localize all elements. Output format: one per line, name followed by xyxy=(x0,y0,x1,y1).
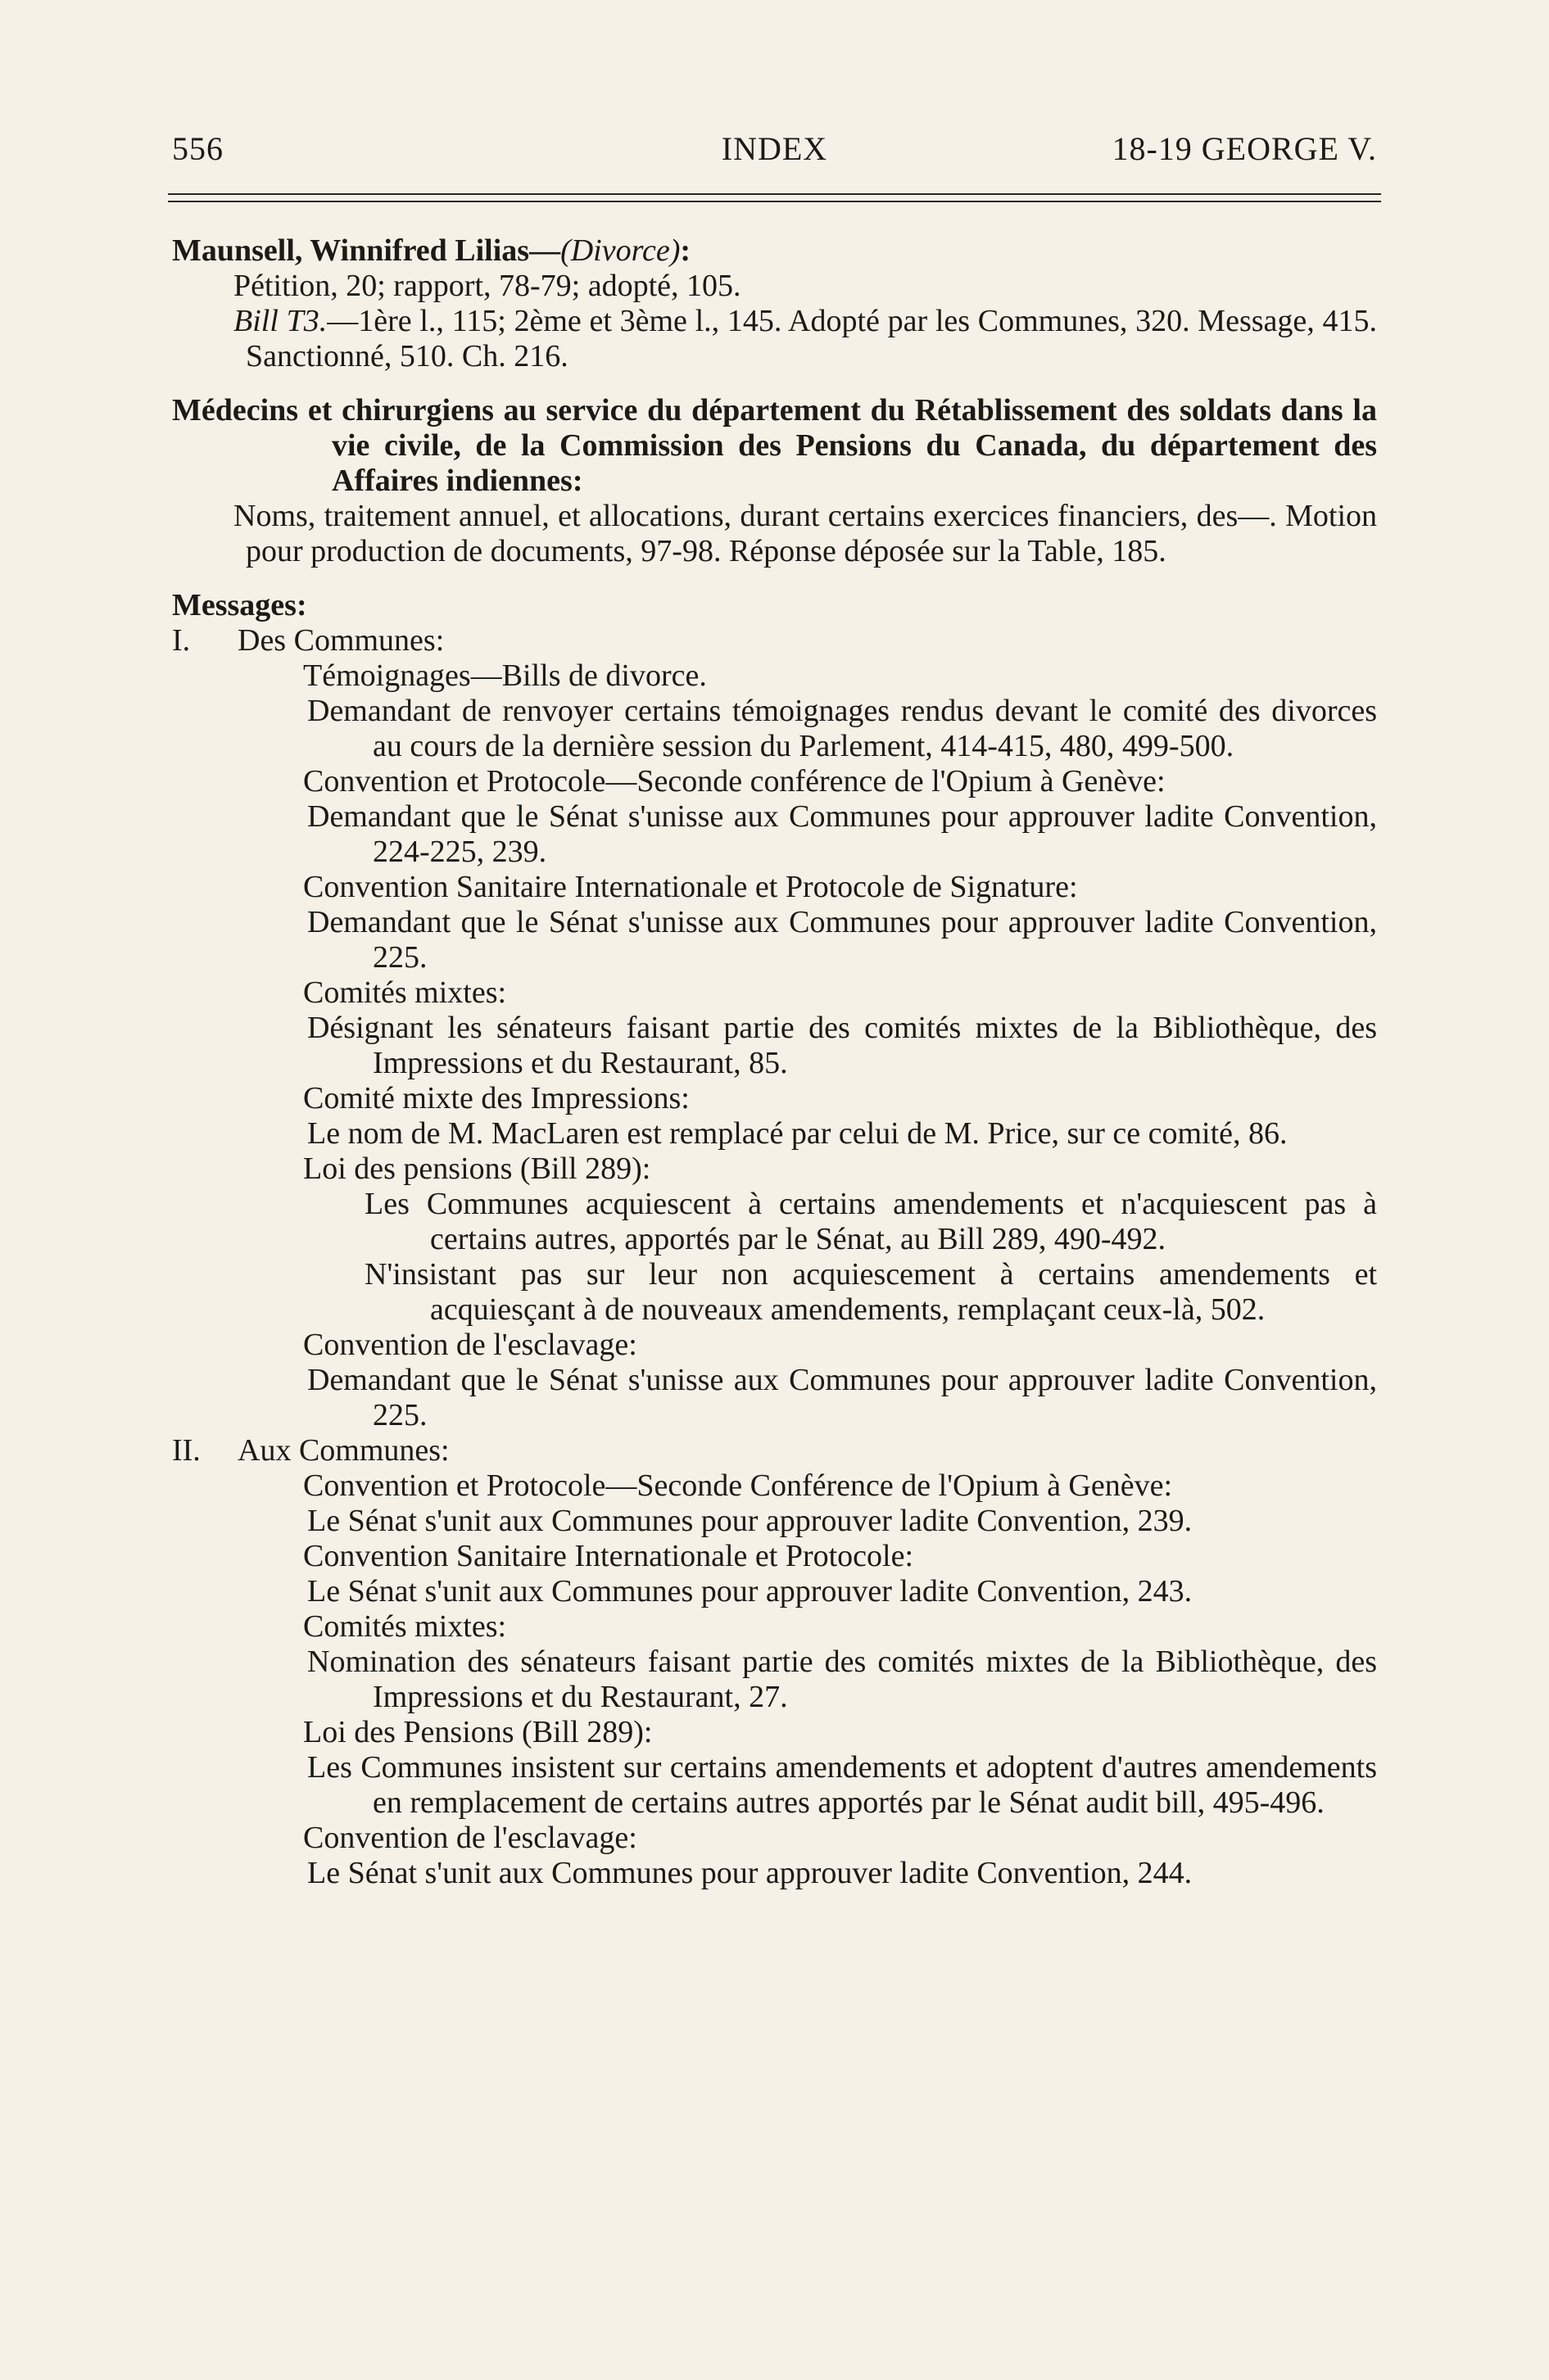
subheading: Loi des pensions (Bill 289): xyxy=(303,1152,651,1186)
subheading: Convention de l'esclavage: xyxy=(303,1328,637,1362)
entry-line: Noms, traitement annuel, et allocations, durant certains exercices financiers, des—. Motion pour production de documents, 97-98. Réponse déposée sur la Table, 185. xyxy=(233,499,1377,568)
message-item: Le Sénat s'unit aux Communes pour approuver ladite Convention, 239. xyxy=(307,1504,1193,1538)
subheading: Témoignages—Bills de divorce. xyxy=(303,658,707,693)
entry-heading: Messages: xyxy=(172,588,307,622)
header-rule-bottom xyxy=(168,201,1381,202)
entry-heading: Médecins et chirurgiens au service du département du Rétablissement des soldats dans la vie civile, de la Commission des Pensions du Canada, du département des Affaires indiennes: xyxy=(172,393,1377,498)
header-rule-top xyxy=(168,193,1381,195)
header-session: 18-19 GEORGE V. xyxy=(1112,130,1377,167)
index-content xyxy=(172,233,1377,1910)
message-item: Les Communes acquiescent à certains amendements et n'acquiescent pas à certains autres, apportés par le Sénat, au Bill 289, 490-492. xyxy=(365,1187,1377,1256)
message-item: Les Communes insistent sur certains amendements et adoptent d'autres amendements en remplacement de certains autres apportés par le Sénat audit bill, 495-496. xyxy=(307,1750,1377,1820)
subheading: Convention de l'esclavage: xyxy=(303,1821,637,1855)
message-item: Demandant que le Sénat s'unisse aux Communes pour approuver ladite Convention, 225. xyxy=(307,1363,1377,1432)
message-item: Désignant les sénateurs faisant partie des comités mixtes de la Bibliothèque, des Impressions et du Restaurant, 85. xyxy=(307,1011,1377,1080)
page-number: 556 xyxy=(172,130,224,167)
message-item: Le Sénat s'unit aux Communes pour approuver ladite Convention, 243. xyxy=(307,1574,1193,1609)
message-item: Demandant que le Sénat s'unisse aux Communes pour approuver ladite Convention, 224-225, 239. xyxy=(307,799,1377,869)
entry-heading-name: Maunsell, Winnifred Lilias xyxy=(172,233,530,268)
subheading: Convention et Protocole—Seconde Conférence de l'Opium à Genève: xyxy=(303,1468,1173,1503)
bill-number: Bill T3. xyxy=(233,304,328,338)
message-item: Demandant que le Sénat s'unisse aux Communes pour approuver ladite Convention, 225. xyxy=(307,905,1377,975)
bill-details: —1ère l., 115; 2ème et 3ème l., 145. Adopté par les Communes, 320. Message, 415. Sanctionné, 510. Ch. 216. xyxy=(246,304,1377,373)
message-item: Nomination des sénateurs faisant partie des comités mixtes de la Bibliothèque, des Impressions et du Restaurant, 27. xyxy=(307,1645,1377,1714)
subheading: Convention Sanitaire Internationale et Protocole: xyxy=(303,1539,914,1573)
entry-line: Pétition, 20; rapport, 78-79; adopté, 105. xyxy=(233,269,741,303)
section-title: Des Communes: xyxy=(238,623,445,658)
subheading: Comités mixtes: xyxy=(303,975,507,1010)
section-numeral: I. xyxy=(172,623,191,658)
section-numeral: II. xyxy=(172,1433,201,1468)
subheading: Comité mixte des Impressions: xyxy=(303,1081,690,1115)
entry-heading-colon: : xyxy=(680,233,691,268)
subheading: Loi des Pensions (Bill 289): xyxy=(303,1715,653,1749)
section-title: Aux Communes: xyxy=(238,1433,450,1468)
index-entry-maunsell xyxy=(172,233,1377,374)
message-item: N'insistant pas sur leur non acquiescement à certains amendements et acquiesçant à de nouveaux amendements, remplaçant ceux-là, 502. xyxy=(365,1257,1377,1327)
index-entry-medecins xyxy=(172,393,1377,569)
entry-heading-topic: (Divorce) xyxy=(560,233,681,268)
subheading: Convention Sanitaire Internationale et Protocole de Signature: xyxy=(303,870,1078,904)
section-heading xyxy=(172,623,1377,658)
subheading: Comités mixtes: xyxy=(303,1609,507,1644)
subheading: Convention et Protocole—Seconde conférence de l'Opium à Genève: xyxy=(303,764,1166,799)
entry-heading-dash: — xyxy=(529,233,561,268)
message-item: Le nom de M. MacLaren est remplacé par celui de M. Price, sur ce comité, 86. xyxy=(307,1116,1288,1151)
message-item: Demandant de renvoyer certains témoignages rendus devant le comité des divorces au cours de la dernière session du Parlement, 414-415, 480, 499-500. xyxy=(307,694,1377,763)
running-header xyxy=(172,129,1377,179)
header-title: INDEX xyxy=(721,130,828,167)
entry-line xyxy=(172,304,1377,374)
section-heading xyxy=(172,1433,1377,1468)
entry-heading xyxy=(172,233,1377,269)
index-entry-messages xyxy=(172,588,1377,1891)
message-item: Le Sénat s'unit aux Communes pour approuver ladite Convention, 244. xyxy=(307,1856,1193,1890)
